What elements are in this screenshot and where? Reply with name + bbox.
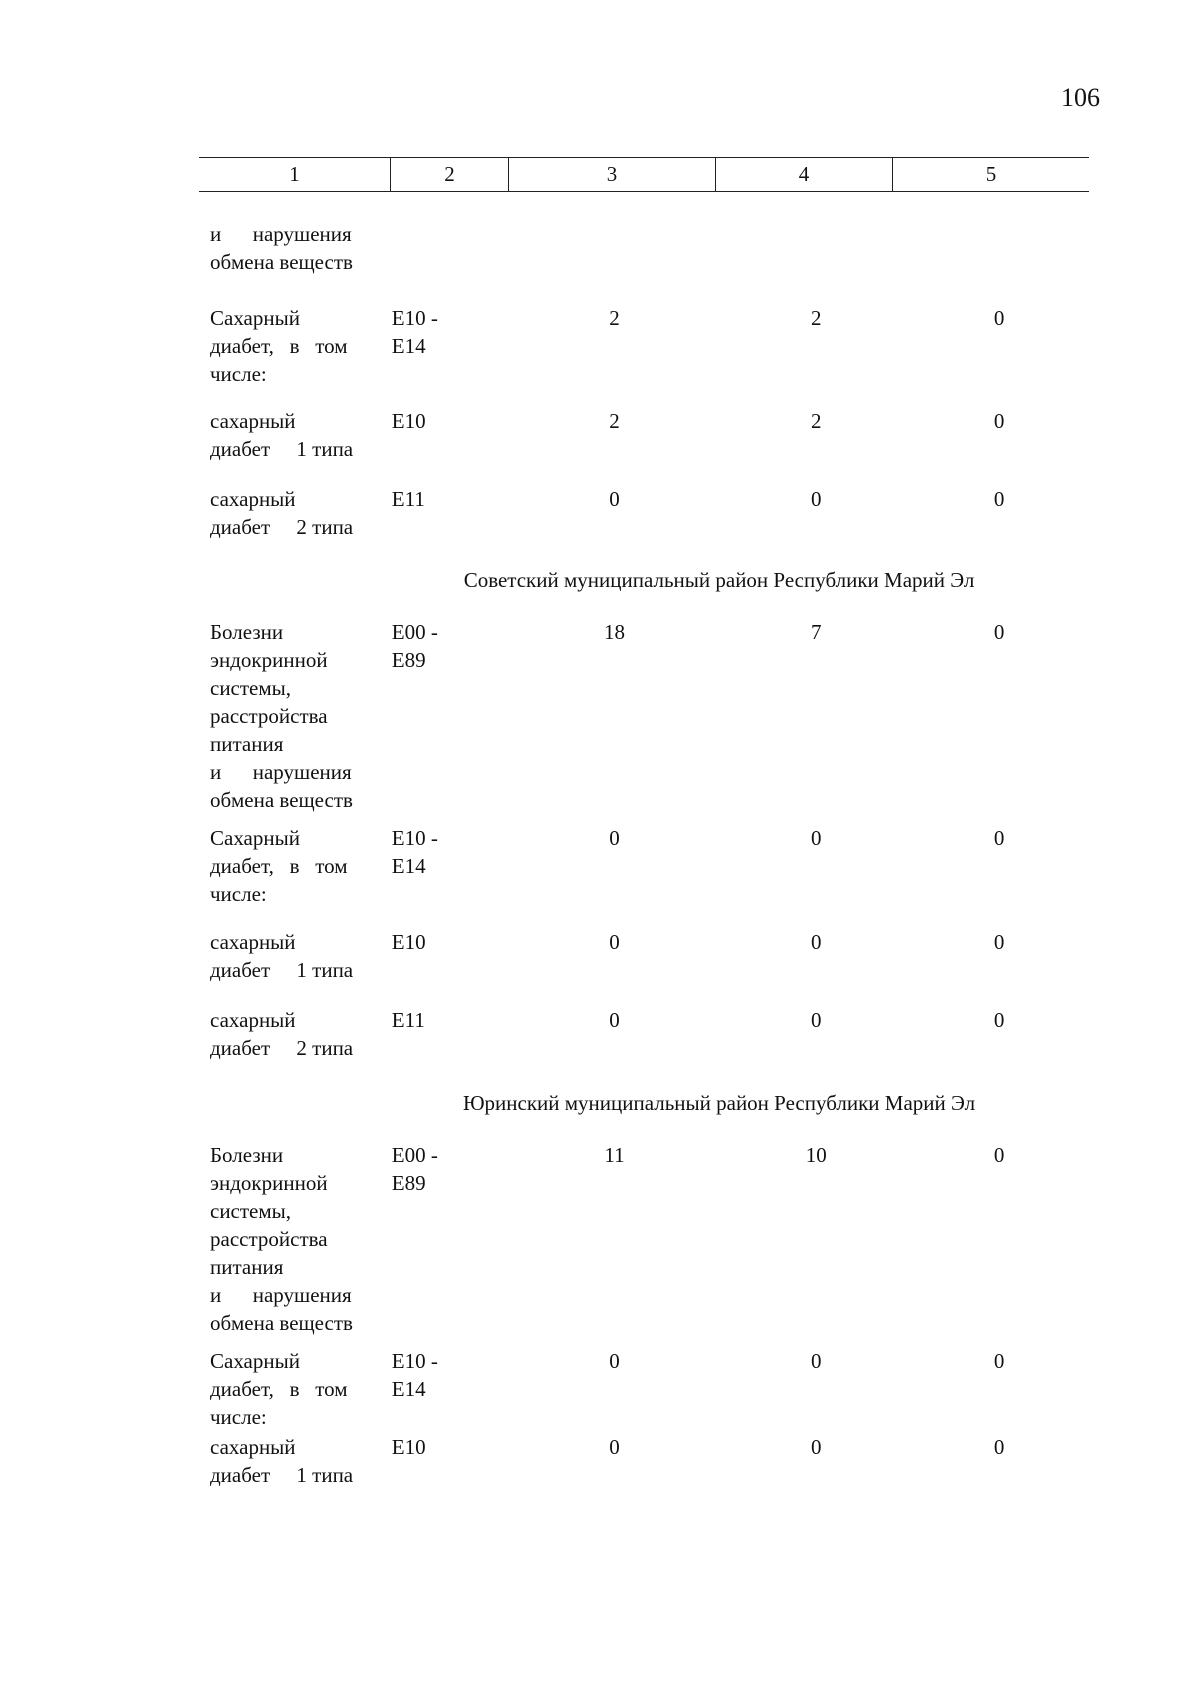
icd-code [382,1141,510,1197]
code-line: E14 [391,854,426,878]
value-col-3: 2 [609,306,620,330]
disease-name [199,1141,382,1337]
code-line: E00 - [391,620,438,644]
region-heading: Советский муниципальный район Республики Марий Эл [463,568,975,592]
value-col-4: 0 [811,1435,822,1459]
disease-name [199,618,382,814]
icd-code [382,407,510,435]
text-line: системы, [210,676,292,700]
text-line: Сахарный [210,306,300,330]
text-line: числе: [210,1405,267,1429]
value-col-5: 0 [993,306,1005,330]
header-col-4: 4 [715,158,892,191]
icd-code [382,304,510,360]
icd-code [382,1347,510,1403]
disease-name [199,304,382,388]
text-line: диабет 1 типа [210,437,354,461]
table-row [199,220,1089,304]
code-line: E14 [391,334,426,358]
header-col-5: 5 [892,158,1089,191]
code-line: E10 [391,930,426,954]
text-line: питания [210,1255,284,1279]
text-line: диабет, в том [210,1377,348,1401]
value-col-5: 0 [993,826,1005,850]
value-col-5: 0 [993,1349,1005,1373]
icd-code [382,485,510,513]
code-line: E11 [391,1008,425,1032]
table-row [199,618,1089,824]
text-line: обмена веществ [210,250,353,274]
icd-code [382,1433,510,1461]
text-line: расстройства [210,704,328,728]
value-col-3: 18 [604,620,626,644]
table-row [199,1433,1089,1493]
value-col-4: 0 [811,487,822,511]
header-col-1: 1 [289,162,300,186]
text-line: сахарный [210,1008,296,1032]
text-line: диабет 2 типа [210,515,354,539]
disease-name [199,1347,382,1431]
value-col-3: 0 [609,1435,620,1459]
code-line: E10 - [391,826,438,850]
text-line: и нарушения [210,760,352,784]
value-col-4: 2 [811,306,822,330]
value-col-5: 0 [993,1143,1005,1167]
text-line: и нарушения [210,1283,352,1307]
text-line: Сахарный [210,826,300,850]
table-row [199,1141,1089,1347]
text-line: числе: [210,882,267,906]
region-heading: Юринский муниципальный район Республики Марий Эл [462,1091,976,1115]
text-line: Сахарный [210,1349,300,1373]
text-line: эндокринной [210,1171,328,1195]
value-col-4: 7 [811,620,822,644]
table-block [199,304,1089,566]
value-col-3: 0 [609,1008,620,1032]
text-line: диабет, в том [210,854,348,878]
code-line: E00 - [391,1143,438,1167]
value-col-4: 0 [811,1008,822,1032]
value-col-3: 0 [609,826,620,850]
table-row [199,407,1089,485]
disease-name [199,407,382,463]
text-line: обмена веществ [210,1311,353,1335]
table-row [199,485,1089,566]
code-line: E11 [391,487,425,511]
text-line: диабет 2 типа [210,1036,354,1060]
text-line: эндокринной [210,648,328,672]
value-col-5: 0 [993,487,1005,511]
disease-name [199,928,382,984]
disease-name [199,1433,382,1489]
value-col-4: 0 [811,930,822,954]
icd-code [382,928,510,956]
value-col-4: 10 [805,1143,827,1167]
header-col-3: 3 [508,158,715,191]
value-col-5: 0 [993,930,1005,954]
text-line: расстройства [210,1227,328,1251]
code-line: E89 [391,1171,426,1195]
text-line: диабет, в том [210,334,348,358]
value-col-5: 0 [993,1435,1005,1459]
text-line: диабет 1 типа [210,958,354,982]
text-line: сахарный [210,1435,296,1459]
code-line: E89 [391,648,426,672]
text-line: питания [210,732,284,756]
table-header [199,157,1089,192]
text-line: обмена веществ [210,788,353,812]
table-block [199,618,1089,1089]
text-line: сахарный [210,930,296,954]
table-row [199,824,1089,928]
table-row [199,304,1089,407]
value-col-3: 0 [609,930,620,954]
value-col-5: 0 [993,1008,1005,1032]
text-line: Болезни [210,1143,284,1167]
table-row [199,1006,1089,1089]
text-line: числе: [210,362,267,386]
disease-name [199,220,382,276]
value-col-4: 0 [811,1349,822,1373]
table-row [199,928,1089,1006]
text-line: и нарушения [210,222,352,246]
text-line: сахарный [210,487,296,511]
table-row [199,1347,1089,1433]
code-line: E10 - [391,306,438,330]
text-line: системы, [210,1199,292,1223]
icd-code [382,1006,510,1034]
value-col-3: 2 [609,409,620,433]
value-col-5: 0 [993,620,1005,644]
code-line: E10 - [391,1349,438,1373]
header-col-2: 2 [390,158,508,191]
table-body [199,220,1089,1493]
disease-name [199,1006,382,1062]
code-line: E10 [391,409,426,433]
text-line: Болезни [210,620,284,644]
icd-code [382,618,510,674]
value-col-3: 0 [609,487,620,511]
page-number: 106 [1061,83,1100,112]
value-col-4: 0 [811,826,822,850]
code-line: E10 [391,1435,426,1459]
text-line: диабет 1 типа [210,1463,354,1487]
value-col-5: 0 [993,409,1005,433]
disease-name [199,824,382,908]
icd-code [382,824,510,880]
value-col-3: 0 [609,1349,620,1373]
disease-name [199,485,382,541]
code-line: E14 [391,1377,426,1401]
table-block [199,1141,1089,1493]
value-col-3: 11 [604,1143,625,1167]
value-col-4: 2 [811,409,822,433]
text-line: сахарный [210,409,296,433]
